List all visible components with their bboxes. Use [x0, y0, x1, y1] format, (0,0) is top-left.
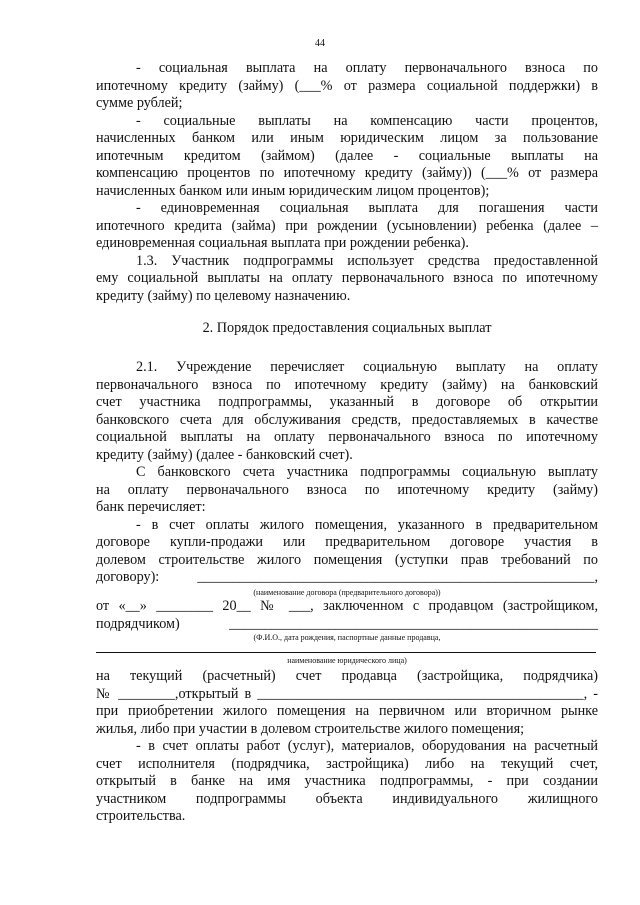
text-line: 1.3. Участник подпрограммы использует средства предоставленной	[136, 252, 598, 269]
text-line: начисленных банком или иным юридическим лицом процентов);	[96, 182, 490, 199]
text-line: - социальная выплата на оплату первоначального взноса по	[136, 60, 598, 76]
text-line: строительства.	[96, 808, 186, 824]
text-line: при приобретении жилого помещения на первичном или вторичном рынке	[96, 703, 598, 719]
paragraph-block-1	[96, 60, 598, 305]
paragraph-block-4	[96, 668, 598, 826]
text-line: счет исполнителя (подрядчика, застройщика) либо на текущий счет,	[96, 755, 598, 772]
text-line: начисленных банком или иным юридическим лицом за пользование	[96, 130, 598, 146]
text-line: жилья, либо при участии в долевом строительстве жилого помещения;	[96, 720, 525, 737]
text-line: долевом строительстве жилого помещения (уступки прав требований по	[96, 551, 598, 568]
text-line: открытый в банке на имя участника подпрограммы, - при создании	[96, 773, 598, 789]
text-line: ипотечным кредитом (займом) (далее - социальные выплаты на	[96, 147, 598, 164]
text-line: ипотечному кредиту (займу) (___% от размера социальной поддержки) в	[96, 77, 598, 94]
section-heading: 2. Порядок предоставления социальных выплат	[202, 320, 492, 336]
text-line: на текущий (расчетный) счет продавца (застройщика, подрядчика)	[96, 668, 598, 684]
text-line: - в счет оплаты жилого помещения, указанного в предварительном	[136, 516, 598, 533]
page-number: 44	[315, 38, 325, 49]
text-line: С банковского счета участника подпрограммы социальную выплату	[136, 464, 598, 480]
text-line: счет участника подпрограммы, указанный в договоре об открытии	[96, 394, 598, 410]
text-line: ипотечного кредита (займа) при рождении (усыновлении) ребенка (далее –	[96, 217, 598, 234]
text-line: кредиту (займу) (далее - банковский счет).	[96, 446, 353, 463]
text-line: первоначального взноса по ипотечному кредиту (займу) на банковский	[96, 376, 598, 393]
caption-contract-name: (наименование договора (предварительного договора))	[253, 588, 441, 597]
text-line: кредиту (займу) по целевому назначению.	[96, 287, 351, 304]
text-line: на оплату первоначального взноса по ипотечному кредиту (займу)	[96, 481, 598, 498]
text-line: банковского счета для обслуживания средств, предоставляемых в качестве	[96, 411, 598, 428]
blank-line-rule	[96, 652, 596, 653]
text-line: - в счет оплаты работ (услуг), материалов, оборудования на расчетный	[136, 738, 598, 754]
text-line: договоре купли-продажи или предварительном договоре участия в	[96, 534, 598, 550]
text-line: - социальные выплаты на компенсацию части процентов,	[136, 112, 598, 129]
text-line: сумме рублей;	[96, 95, 183, 111]
text-line: единовременная социальная выплата при рождении ребенка).	[96, 235, 469, 251]
paragraph-block-3	[96, 598, 598, 633]
text-line: компенсацию процентов по ипотечному кредиту (займу)) (___% от размера	[96, 165, 598, 181]
text-line: № ________,открытый в ______________________________________________, -	[96, 685, 598, 702]
text-line: - единовременная социальная выплата для погашения части	[136, 200, 598, 216]
text-line: социальной выплаты на оплату первоначального взноса по ипотечному	[96, 429, 598, 445]
caption-legal-entity: наименование юридического лица)	[287, 656, 407, 665]
text-line: договору): ________________________________________________________,	[96, 569, 598, 585]
text-line: участником подпрограммы объекта индивидуального жилищного	[96, 790, 598, 807]
text-line: от «__» ________ 20__ № ___, заключенном с продавцом (застройщиком,	[96, 598, 598, 614]
text-line: банк перечисляет:	[96, 499, 206, 515]
text-line: 2.1. Учреждение перечисляет социальную выплату на оплату	[136, 359, 598, 375]
caption-seller-details: (Ф.И.О., дата рождения, паспортные данные продавца,	[253, 633, 441, 642]
text-line: подрядчиком) ____________________________________________________	[96, 615, 598, 632]
paragraph-block-2	[96, 359, 598, 587]
text-line: ему социальной выплаты на оплату первоначального взноса по ипотечному	[96, 270, 598, 286]
